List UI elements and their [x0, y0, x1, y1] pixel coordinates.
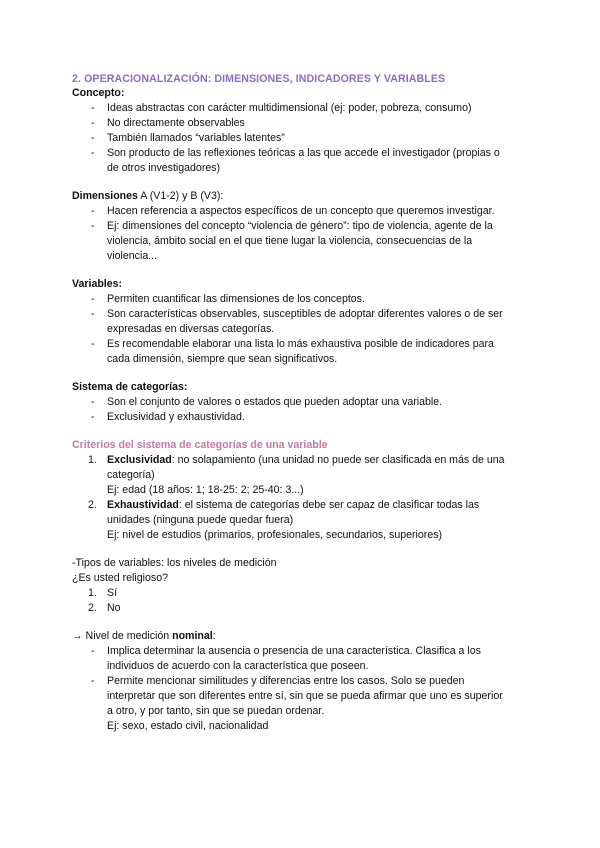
- list-item-continuation: a otro, y por tanto, sin que se puedan ordenar.: [107, 705, 325, 717]
- bullet-dash: -: [91, 132, 95, 144]
- nominal-prefix: → Nivel de medición: [72, 630, 173, 642]
- list-item: Sí: [107, 587, 118, 599]
- dimensiones-heading-rest: A (V1-2) y B (V3):: [137, 190, 224, 202]
- dimensiones-heading: [72, 189, 223, 203]
- section-title: 2. OPERACIONALIZACIÓN: DIMENSIONES, INDICADORES Y VARIABLES: [72, 73, 446, 85]
- list-item: Ideas abstractas con carácter multidimensional (ej: poder, pobreza, consumo): [107, 102, 472, 114]
- list-item: [107, 498, 479, 512]
- nominal-suffix: :: [212, 630, 216, 642]
- list-item-continuation: categoría): [107, 469, 155, 481]
- list-item-continuation: violencia, ámbito social en el que tiene lugar la violencia, consecuencias de la: [107, 235, 473, 247]
- list-item: Hacen referencia a aspectos específicos de un concepto que queremos investigar.: [107, 205, 495, 217]
- list-item: Implica determinar la ausencia o presencia de una característica. Clasifica a los: [107, 645, 481, 657]
- sistema-heading: Sistema de categorías:: [72, 381, 188, 393]
- list-number: 2.: [88, 499, 97, 511]
- list-item: Son características observables, susceptibles de adoptar diferentes valores o de ser: [107, 308, 503, 320]
- bullet-dash: -: [91, 338, 95, 350]
- criterios-heading: Criterios del sistema de categorías de una variable: [72, 439, 328, 451]
- list-item: Son producto de las reflexiones teóricas a las que accede el investigador (propias o: [107, 147, 500, 159]
- bullet-dash: -: [91, 205, 95, 217]
- list-item: No directamente observables: [107, 117, 245, 129]
- criterio-term: Exclusividad: [107, 454, 172, 466]
- list-item: Es recomendable elaborar una lista lo más exhaustiva posible de indicadores para: [107, 338, 494, 350]
- list-item-example: Ej: nivel de estudios (primarios, profesionales, secundarios, superiores): [107, 529, 443, 541]
- list-item: Exclusividad y exhaustividad.: [107, 411, 245, 423]
- list-item-continuation: unidades (ninguna puede quedar fuera): [107, 514, 294, 526]
- bullet-dash: -: [91, 293, 95, 305]
- bullet-dash: -: [91, 396, 95, 408]
- list-item: Permiten cuantificar las dimensiones de los conceptos.: [107, 293, 365, 305]
- list-item-continuation: violencia...: [107, 250, 158, 262]
- concepto-heading: Concepto:: [72, 87, 125, 99]
- list-item-continuation: cada dimensión, siempre que sean significativos.: [107, 353, 338, 365]
- dimensiones-term: Dimensiones: [72, 190, 138, 202]
- bullet-dash: -: [91, 117, 95, 129]
- list-item-continuation: de otros investigadores): [107, 162, 221, 174]
- criterio-text: : no solapamiento (una unidad no puede ser clasificada en más de una: [171, 454, 505, 466]
- criterio-text: : el sistema de categorías debe ser capaz de clasificar todas las: [178, 499, 480, 511]
- list-item: Son el conjunto de valores o estados que pueden adoptar una variable.: [107, 396, 443, 408]
- list-item-example: Ej: sexo, estado civil, nacionalidad: [107, 720, 269, 732]
- list-item: [107, 453, 505, 467]
- list-number: 2.: [88, 602, 97, 614]
- list-number: 1.: [88, 587, 97, 599]
- list-item-continuation: interpretar que son diferentes entre sí, sin que se pueda afirmar que uno es superior: [107, 690, 503, 702]
- list-item-example: Ej: edad (18 años: 1; 18-25: 2; 25-40: 3...): [107, 484, 304, 496]
- tipos-question: ¿Es usted religioso?: [72, 572, 168, 584]
- bullet-dash: -: [91, 675, 95, 687]
- bullet-dash: -: [91, 411, 95, 423]
- bullet-dash: -: [91, 308, 95, 320]
- tipos-line: -Tipos de variables: los niveles de medición: [72, 557, 277, 569]
- list-item: También llamados “variables latentes”: [107, 132, 285, 144]
- list-number: 1.: [88, 454, 97, 466]
- list-item: No: [107, 602, 121, 614]
- bullet-dash: -: [91, 102, 95, 114]
- list-item-continuation: expresadas en diversas categorías.: [107, 323, 275, 335]
- nominal-heading: [72, 629, 216, 643]
- bullet-dash: -: [91, 147, 95, 159]
- variables-heading: Variables:: [72, 278, 123, 290]
- list-item-continuation: individuos de acuerdo con la característica que poseen.: [107, 660, 369, 672]
- criterio-term: Exhaustividad: [107, 499, 179, 511]
- list-item: Permite mencionar similitudes y diferencias entre los casos. Solo se pueden: [107, 675, 465, 687]
- bullet-dash: -: [91, 220, 95, 232]
- nominal-term: nominal: [172, 630, 213, 642]
- bullet-dash: -: [91, 645, 95, 657]
- list-item: Ej: dimensiones del concepto “violencia de género”: tipo de violencia, agente de la: [107, 220, 493, 232]
